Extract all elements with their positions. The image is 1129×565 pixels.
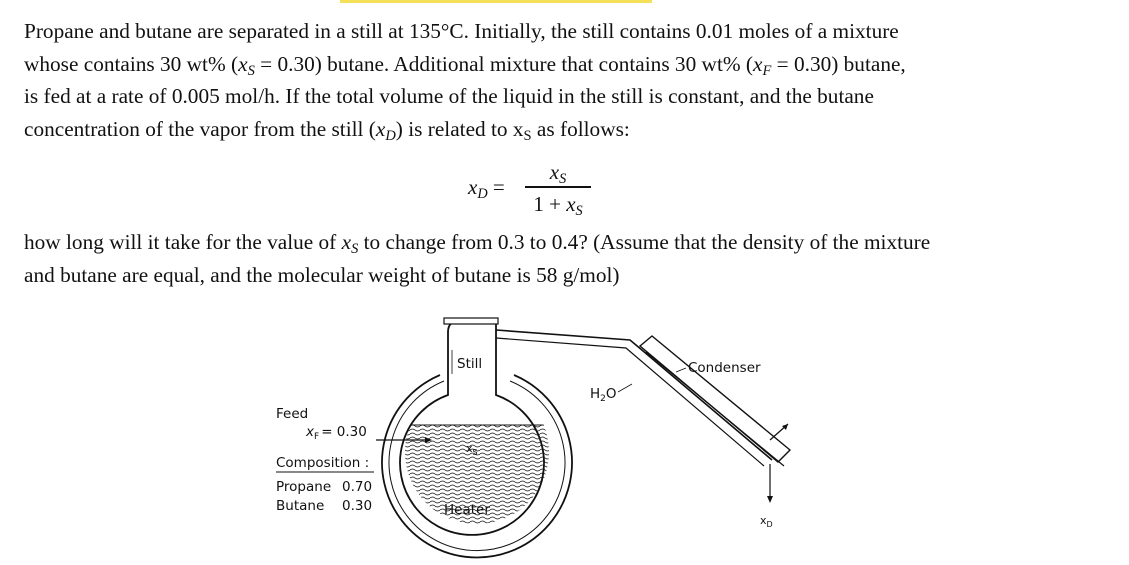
text-span: = 0.30) butane. Additional mixture that contains 30 wt% ( (254, 51, 754, 76)
math-var: x (549, 160, 560, 184)
still-neck-cap (444, 318, 498, 324)
butane-label: Butane (276, 498, 325, 514)
problem-line-3: is fed at a rate of 0.005 mol/h. If the total volume of the liquid in the still is constant, and the butane (24, 84, 874, 108)
composition-label: Composition : (276, 455, 370, 471)
math-sub: S (351, 241, 359, 258)
math-var: x (375, 116, 386, 141)
math-sub: S (247, 62, 255, 79)
math-var: x (341, 230, 352, 254)
math-var: x (566, 191, 576, 216)
heater-label: Heater (444, 502, 490, 518)
xs-label: $x_S$ (466, 442, 478, 457)
distillate-arrowhead (767, 496, 773, 503)
problem-line-1: Propane and butane are separated in a still at 135°C. Initially, the still contains 0.01 moles of a mixture (24, 19, 899, 43)
propane-value: 0.70 (342, 479, 373, 495)
water-inlet-line (618, 384, 632, 392)
math-sub: S (575, 202, 583, 219)
text-span: as follows: (531, 116, 630, 141)
math-var: x (753, 51, 763, 76)
text-span: = 0.30) butane, (771, 51, 906, 76)
text-span: whose contains 30 wt% ( (24, 51, 239, 76)
math-var: x (468, 175, 478, 199)
text-span: how long will it take for the value of (24, 230, 342, 254)
propane-label: Propane (276, 479, 332, 495)
text-span: ) is related to x (395, 116, 524, 141)
condenser-leader (676, 368, 686, 372)
feed-label: Feed (276, 406, 309, 422)
math-sub: S (523, 127, 532, 144)
math-sub: F (762, 62, 772, 79)
still-label: Still (457, 356, 483, 372)
condenser-jacket (640, 336, 790, 462)
math-sub: S (559, 170, 567, 187)
equals-sign: = (492, 175, 505, 199)
math-sub: D (477, 185, 488, 202)
butane-value: 0.30 (342, 498, 373, 514)
condenser-label: Condenser (688, 360, 761, 376)
math-sub: D (385, 127, 396, 144)
text-span: 1 + (533, 191, 567, 216)
math-var: x (238, 51, 248, 76)
water-label: $H_2O$ (590, 386, 617, 404)
feed-xf-label: $x_F = 0.30$ (306, 424, 367, 442)
question-line-2: and butane are equal, and the molecular weight of butane is 58 g/mol) (24, 262, 620, 287)
text-span: concentration of the vapor from the still ( (24, 116, 376, 141)
xd-label: $x_D$ (760, 514, 773, 529)
liquid-region (400, 425, 560, 535)
text-span: to change from 0.3 to 0.4? (Assume that the density of the mixture (358, 230, 931, 254)
